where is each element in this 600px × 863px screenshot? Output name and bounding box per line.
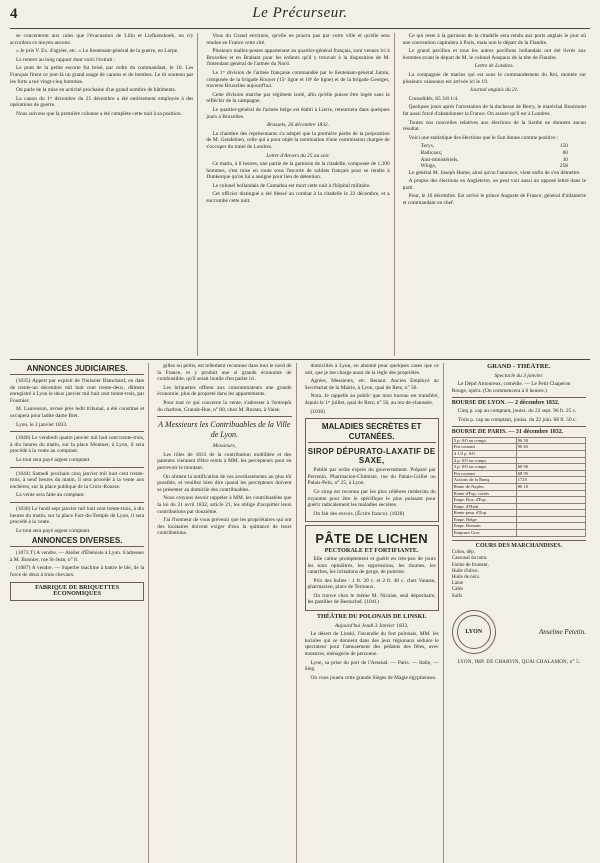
stat-value: 258	[559, 163, 568, 170]
article-paragraph: Cet officier distingué a été blessé au combat à la citadelle le 22 décembre, et a succombé cette nuit.	[206, 191, 390, 205]
article-paragraph: La compagnie de marins qui est sous le commandement du Roi, montée sur plusieurs vaisseaux est arrivée ici le 19.	[402, 71, 586, 85]
notice: Pour tout ce qui concerne la vente, s'adresser à l'entrepôt du charbon, Grande-Rue, n° 80, chez M. Rostan, à Vaise.	[157, 399, 292, 413]
stamp-text: LYON	[465, 628, 483, 635]
table-cell-label: Rente de Naples	[452, 483, 516, 490]
article-paragraph: Cette division marche par régiment isolé, afin qu'elle puisse être logée sans la réfléchir de la campagne.	[206, 91, 390, 105]
salutation: Messieurs,	[212, 443, 236, 450]
article-paragraph: Le 1ᵉʳ division de l'armée française commandée par le lieutenant-général Jamin, composée de la brigade Rouyer (15ᵉ ligne et 18ᵉ de ligne) et de la brigade Georges, traverse Bruxelles aujourd'hui.	[206, 69, 390, 90]
ad-lichen-box	[305, 525, 439, 611]
bottom-column-1	[10, 363, 149, 863]
bottom-column-3	[305, 363, 444, 863]
article-paragraph: Toutes nos nouvelles relatives aux élections de la Sarthe ne donnent aucun résultat.	[402, 119, 586, 133]
table-row	[452, 490, 585, 497]
table-cell-value	[516, 490, 585, 497]
bourse-paris-table	[452, 437, 586, 537]
notice: (1040) Le vendredi quatre janvier mil huit cent trente-trois, à dix heures du matin, sur la place Montuer, à Lyon, il sera procédé à la vente au comptant.	[10, 435, 145, 455]
table-cell-label: Emprunt Grec	[452, 530, 516, 537]
article-paragraph: Le quartier-général de l'armée belge est établi à Lierre, retournera dans quelques jours à Bruxelles.	[206, 106, 390, 120]
notice: (1073 T) A vendre. — Atelier d'Ébéniste à Lyon. S'adresser à M. Bonnier, rue St-Jean, n° 8.	[10, 550, 145, 563]
table-cell-value: 1725	[516, 477, 585, 484]
notice-rule	[10, 431, 144, 432]
bourse-paris-heading: BOURSE DE PARIS. — 31 décembre 1832.	[452, 426, 586, 436]
article-paragraph: La chambre des représentants s'a adopté que la première partie de la proposition de M. Gendebien, celle qui a pour objet la nomination d'une commission chargée de s'occuper du traité de Londres.	[206, 130, 390, 150]
theatre-heading: GRAND - THÉÂTRE.	[487, 363, 551, 370]
theatre-paragraph: On vous jouera cette grande Sièges de Magie égyptiennes.	[310, 674, 437, 681]
article-paragraph: se concentrent aux cales que l'évacuation de Lillo et Liefkenshoek, on n'y accordera ce moyen aucune.	[10, 33, 194, 46]
merch-label: Huile d'olive.	[451, 568, 479, 574]
article-paragraph: La canon du 1ᵉʳ décembre du 25 décembre a été entièrement employée à des opérations de guerre.	[10, 95, 194, 109]
merchandise-list	[452, 550, 586, 600]
election-stats	[403, 143, 586, 169]
table-cell-label: Fin courant	[452, 470, 516, 477]
section-divider	[10, 359, 590, 360]
article-paragraph: Pour, le 16 décembre. Est arrivé le prince Auguste de France, général d'infanterie et commandant en chef.	[402, 193, 586, 207]
address-paragraph: Nous croyons devoir rappeler à MM. les contribuables que la loi du 21 avril 1832, article 21, les oblige d'acquitter leurs contributions par douzième.	[157, 495, 292, 515]
table-row	[452, 437, 585, 444]
table-cell-value	[516, 510, 585, 517]
table-cell-label: 4 p. 0/0 au compt.	[452, 457, 516, 464]
bourse-lyon-line: Cinq p. cap au comptant, jouiss. du 22 sept. 96 fr. 25 c.	[457, 407, 577, 414]
notice-ref: (1038)	[310, 408, 325, 415]
section-heading: ANNONCES DIVERSES.	[10, 536, 144, 547]
notice: (1044) Samedi prochain cinq janvier mil huit cent trente-trois, à neuf heures du matin, il sera procédé à la vente aux enchères, sur la place publique de la Croix-Rousse.	[10, 470, 145, 490]
merch-label: Cafés	[451, 587, 464, 593]
table-row	[452, 464, 585, 471]
ad-paragraph: Ce sirop est reconnu par les plus célèbres médecins du royaume pour être le spécifique le plus puissant pour guérir radicalement les maladies secrètes.	[307, 488, 436, 509]
article-paragraph: Le rentrer au long rapport dont voici l'extrait :	[16, 56, 116, 63]
ad-paragraph: Elle calme promptement et guérit en très-peu de jours les toux opiniâtres, les oppressions, les rhumes, les catarrhes, les irritations de gorge, de poitrine.	[307, 555, 436, 576]
notice-rule	[10, 502, 144, 503]
theatre-paragraph: Lyon, sa prise du port de l'Arsenal. — Paris. — Italie, — Sieg.	[304, 659, 439, 673]
table-cell-value	[516, 497, 585, 504]
table-row	[452, 457, 585, 464]
stat-row	[403, 150, 586, 157]
section-heading: ANNONCES JUDICIAIRES.	[10, 364, 144, 375]
table-cell-value: 68 95	[516, 470, 585, 477]
table-row	[452, 523, 585, 530]
table-cell-value: 80 10	[516, 483, 585, 490]
notice: Agrées, Messieurs, etc. Benaut. Ancien Employé au Secrétariat de la Mairie, à Lyon, quai de Retz, n° 56.	[304, 378, 439, 391]
ad-subheading: SIROP DÉPURATO-LAXATIF DE SAXE,	[307, 447, 436, 466]
notice: Les briquettes offrent aux consommateurs une grande économie, plus de propreté dans les appartements.	[157, 384, 292, 398]
top-column-2	[206, 33, 394, 356]
notice: Lyon, le 2 janvier 1833.	[16, 421, 68, 428]
stat-row	[403, 143, 586, 150]
masthead	[10, 6, 590, 29]
article-paragraph: Consolidés, 85 3/8 1/4.	[408, 95, 459, 102]
bottom-column-2	[157, 363, 296, 863]
article-paragraph: « Je pris V. Ex. d'agréer, etc. » Le lieutenant-général de la guerre, en Lorpe.	[16, 48, 179, 55]
article-paragraph: Le grand pavillon et tous les autres pavillons hollandais ont été livrés aux hommes avant le départ de M. le colonel Anspaux de la tête de Flandre.	[402, 48, 586, 61]
ad-syrup-box	[305, 418, 439, 522]
article-paragraph: Ce qui reste à la garnison de la citadelle sera rendu aux ports anglais le jour où une convention capitulera à Paris, mais non le départ de la Flandre.	[402, 33, 586, 46]
article-paragraph: Voici une statistique des élections que le Sun donne comme positive :	[408, 134, 559, 141]
notice-rule	[10, 467, 144, 468]
notice: (1035) Appert par exploit de l'huissier Blanchard, en date de trente-un décembre mil huit cent trente-deux, dûment enregistré à Lyon le deux janvier mil huit cent trente-trois, par Fournier.	[10, 378, 145, 404]
merch-label: Huile de noix.	[451, 575, 481, 581]
dateline: Lettre de Londres.	[474, 63, 514, 70]
table-cell-label: Empr. Romain	[452, 523, 516, 530]
stat-label: Anti-ministériels,	[420, 156, 459, 163]
stat-value: 60	[562, 149, 568, 156]
table-row	[452, 450, 585, 457]
notice-rule	[157, 416, 291, 417]
notice: (1087) A vendre. — Superbe machine à battre le blé, de la force de deux à trois chevaux.	[10, 565, 145, 579]
merch-label: Laine	[451, 581, 464, 587]
ad-paragraph: Prix des boîtes : 1 fr. 20 c. et 2 fr. 40 c. chez Vaneau, pharmacien, place de Terreaux.	[307, 577, 436, 591]
merch-label: Colon, dép.	[451, 550, 475, 556]
table-row	[452, 497, 585, 504]
table-row	[452, 530, 585, 537]
table-cell-label: Empr. Belge	[452, 516, 516, 523]
table-cell-label: Empr. Roy. d'Esp.	[452, 497, 516, 504]
table-cell-label: 3 p. 0/0 au compt.	[452, 464, 516, 471]
notice: Le tout sera payé argent comptant.	[16, 456, 91, 463]
bottom-section	[10, 363, 590, 863]
editor-signature: Anselme Petetin.	[538, 627, 586, 636]
dateline: Lettre d'Anvers du 25 au soir.	[266, 152, 330, 159]
top-column-1	[10, 33, 198, 356]
ad-heading: PÂTE DE LICHEN	[315, 531, 428, 547]
table-cell-label: Fin courant	[452, 444, 516, 451]
article-paragraph: Le pont de la petite escorte fut brisé, par ordre du commandant, le 16. Les Français firent ce jour-là un grand usage de canons et de bombes. Le tir soutenu par les forts a tué vingt-cinq hommes.	[10, 65, 194, 85]
notice: (1036) Le lundi sept janvier mil huit cent trente-trois, à dix heures du matin, sur la place Fort-du-Temple de Lyon, il sera procédé à la vente.	[10, 505, 145, 526]
notice: La vente sera faite au comptant.	[16, 492, 85, 499]
table-row	[452, 510, 585, 517]
address-paragraph: On obtient la notification de ces avertissements au plus tôt possible, et veuillez bien dire quand les percepteurs doivent se présenter au domicile des contribuables.	[157, 473, 292, 493]
article-paragraph: On parle de la mise en activité prochaine d'un grand nombre de bâtiments.	[16, 87, 177, 94]
dateline: Journal anglais du 21.	[469, 87, 519, 94]
theatre-date: Spectacle du 3 janvier.	[494, 372, 544, 379]
table-cell-value	[516, 503, 585, 510]
table-cell-value	[516, 523, 585, 530]
stat-label: Radicaux,	[420, 149, 443, 156]
merch-label: Cassonal du nom.	[451, 556, 488, 562]
address-title: A Messieurs les Contribuables de la Ville de Lyon.	[158, 420, 291, 440]
table-row	[452, 477, 585, 484]
fabrique-box: FABRIQUE DE BRIQUETTES ÉCONOMIQUES	[10, 582, 144, 601]
list-item	[452, 594, 586, 600]
table-cell-value: 96 65	[516, 444, 585, 451]
bottom-column-4	[452, 363, 590, 863]
table-row	[452, 470, 585, 477]
ad-heading: MALADIES SECRÈTES ET CUTANÉES.	[308, 422, 436, 443]
newspaper-title: Le Précurseur.	[252, 5, 348, 21]
ad-paragraph: Publié par ordre exprès du gouvernement. Préparé par Perrenin, Pharmacien-Chimiste, rue du Palais-Grillet ou Palais-Pelu, n° 25, à Lyon.	[307, 467, 436, 487]
table-cell-label: Rente perp. d'Esp.	[452, 510, 516, 517]
stat-label: Torys,	[420, 143, 435, 150]
notice: Nota. Je rappelle au public que mon bureau est transféré, depuis le 1ᵉʳ juillet, quai de Retz, n° 56, au rez-de-chaussée.	[304, 393, 439, 406]
ad-subheading: PECTORALE ET FORTIFIANTE.	[324, 547, 419, 555]
bourse-lyon-line: Trois p. cap au comptant, jouiss. du 22 juin. 68 fr. 50 c.	[457, 416, 577, 423]
table-cell-label: 5 p. 0/0 au compt.	[452, 437, 516, 444]
theatre-heading: THÉÂTRE DU POLONAIS DE LINSKI.	[316, 613, 427, 621]
article-paragraph: Le général M. Joseph Hume, ainsi qu'on l'annonce, vient enfin de s'en démettre.	[408, 169, 581, 176]
table-row	[452, 444, 585, 451]
table-cell-value	[516, 450, 585, 457]
table-cell-value: 68 90	[516, 464, 585, 471]
merch-label: Suifs	[451, 593, 463, 599]
table-cell-value	[516, 457, 585, 464]
table-cell-label: 4 1/2 p. 0/0	[452, 450, 516, 457]
notice: M. Laurenson, avoué près ledit tribunal, a été constitué et occupera pour ladite dame Bret.	[10, 406, 145, 419]
article-paragraph: Nous suivons que la première colonne a été complète cette nuit à sa position.	[16, 110, 182, 117]
stat-value: 30	[562, 156, 568, 163]
address-paragraph: Les rôles de 1833 de la contribution mobilière et des patentes viennent d'être remis à MM. les percepteurs pour en percevoir le montant.	[157, 451, 292, 471]
article-paragraph: Quelques jours après l'arrestation de la duchesse de Berry, le maréchal Bourmont fut aussi forcé d'abandonner la France. On assure qu'il est à Londres.	[402, 104, 586, 117]
table-cell-value	[516, 530, 585, 537]
ad-paragraph: On trouve chez le même M. Nicaise, seul dépositaire, les pastilles de Bestuchef. (1041)	[307, 592, 436, 606]
article-paragraph: Ce matin, à 8 heures, une partie de la garnison de la citadelle, composée de 1,300 hommes, s'est mise en route sous l'escorte de soldats français pour se rendre à Dunkerque qu'on lui a assigné pour lieu de détention.	[206, 161, 390, 181]
dateline: Brussels, 26 décembre 1832.	[267, 122, 329, 129]
address-paragraph: J'ai l'honneur de vous prévenir que les propriétaires qui ont des locataires doivent exiger d'eux la quittance de leurs contributions.	[157, 517, 292, 537]
table-cell-value: 96 50	[516, 437, 585, 444]
page-number: 4	[10, 6, 18, 22]
signature-area	[452, 610, 586, 654]
stat-row	[403, 163, 586, 170]
theatre-date: Aujourd'hui Jeudi 3 Janvier 1833,	[334, 622, 409, 629]
article-paragraph: Le colonel hollandais de Cantadou est mort cette nuit à l'hôpital militaire.	[212, 182, 371, 189]
table-row	[452, 483, 585, 490]
printer-imprint: LYON, IMP. DE CHARVIN, QUAI CHALAMON, n° 5.	[457, 659, 581, 665]
notice: domiciliés à Lyon, en abonné pour quelques cases que ce soit, que je me charge aussi de la règle des propriétés.	[304, 363, 439, 376]
merchandise-heading: COURS DES MARCHANDISES.	[452, 540, 586, 550]
stat-row	[403, 157, 586, 164]
table-cell-label: Actions de la Banq.	[452, 477, 516, 484]
top-column-3	[403, 33, 590, 356]
merch-label: Farine de froment.	[451, 562, 489, 568]
table-cell-label: Rente d'Esp. cortès	[452, 490, 516, 497]
table-cell-label: Empr. d'Haïti	[452, 503, 516, 510]
article-paragraph: Plusieurs malles-postes appartenant au quartier-général français, sont venues ici à Bruxelles et en Brabant pour les enfants qu'il y trouvait à la disposition de M. l'intendant général de l'armée du Nord.	[206, 48, 390, 68]
table-cell-value	[516, 516, 585, 523]
article-paragraph: A propos des élections en Angleterre, on peut voir aussi un opposé lettré dans le parti.	[402, 178, 586, 191]
stat-label: Whigs,	[420, 163, 437, 170]
ad-paragraph: On fait des envois. (Écrire franco). (1028)	[313, 510, 405, 517]
table-row	[452, 516, 585, 523]
notice: gilles ou petits, est tellement reconnue dans tout le nord de la France, et y produit une si grande économie de combustible, qu'il serait inutile d'en parler ici.	[157, 363, 292, 383]
notice: Le tout sera payé argent comptant.	[16, 527, 91, 534]
theatre-paragraph: Le désert de Linski, l'incendie du fort polonais, MM. les lucioles qui se donnent dans des jeux régionaux séduire le spectateur pour l'amusement des pédants des fêtes, avec monstres, ménagerie de personne.	[304, 631, 439, 658]
table-row	[452, 503, 585, 510]
article-paragraph: Vous du Grand environs, qu'elle ne pourra pas par votre ville et qu'elle sera rendue en France cette cité.	[206, 33, 390, 46]
top-section	[10, 33, 590, 356]
stat-value: 150	[559, 143, 568, 150]
stamp-icon	[452, 610, 496, 654]
theatre-program: Le Dépit Amoureux, comédie. — Le Petit Chaperon Rouge, opéra. (On commencera à 6 heures.)	[451, 381, 571, 394]
bourse-lyon-heading: BOURSE DE LYON. — 2 décembre 1832.	[452, 397, 586, 407]
